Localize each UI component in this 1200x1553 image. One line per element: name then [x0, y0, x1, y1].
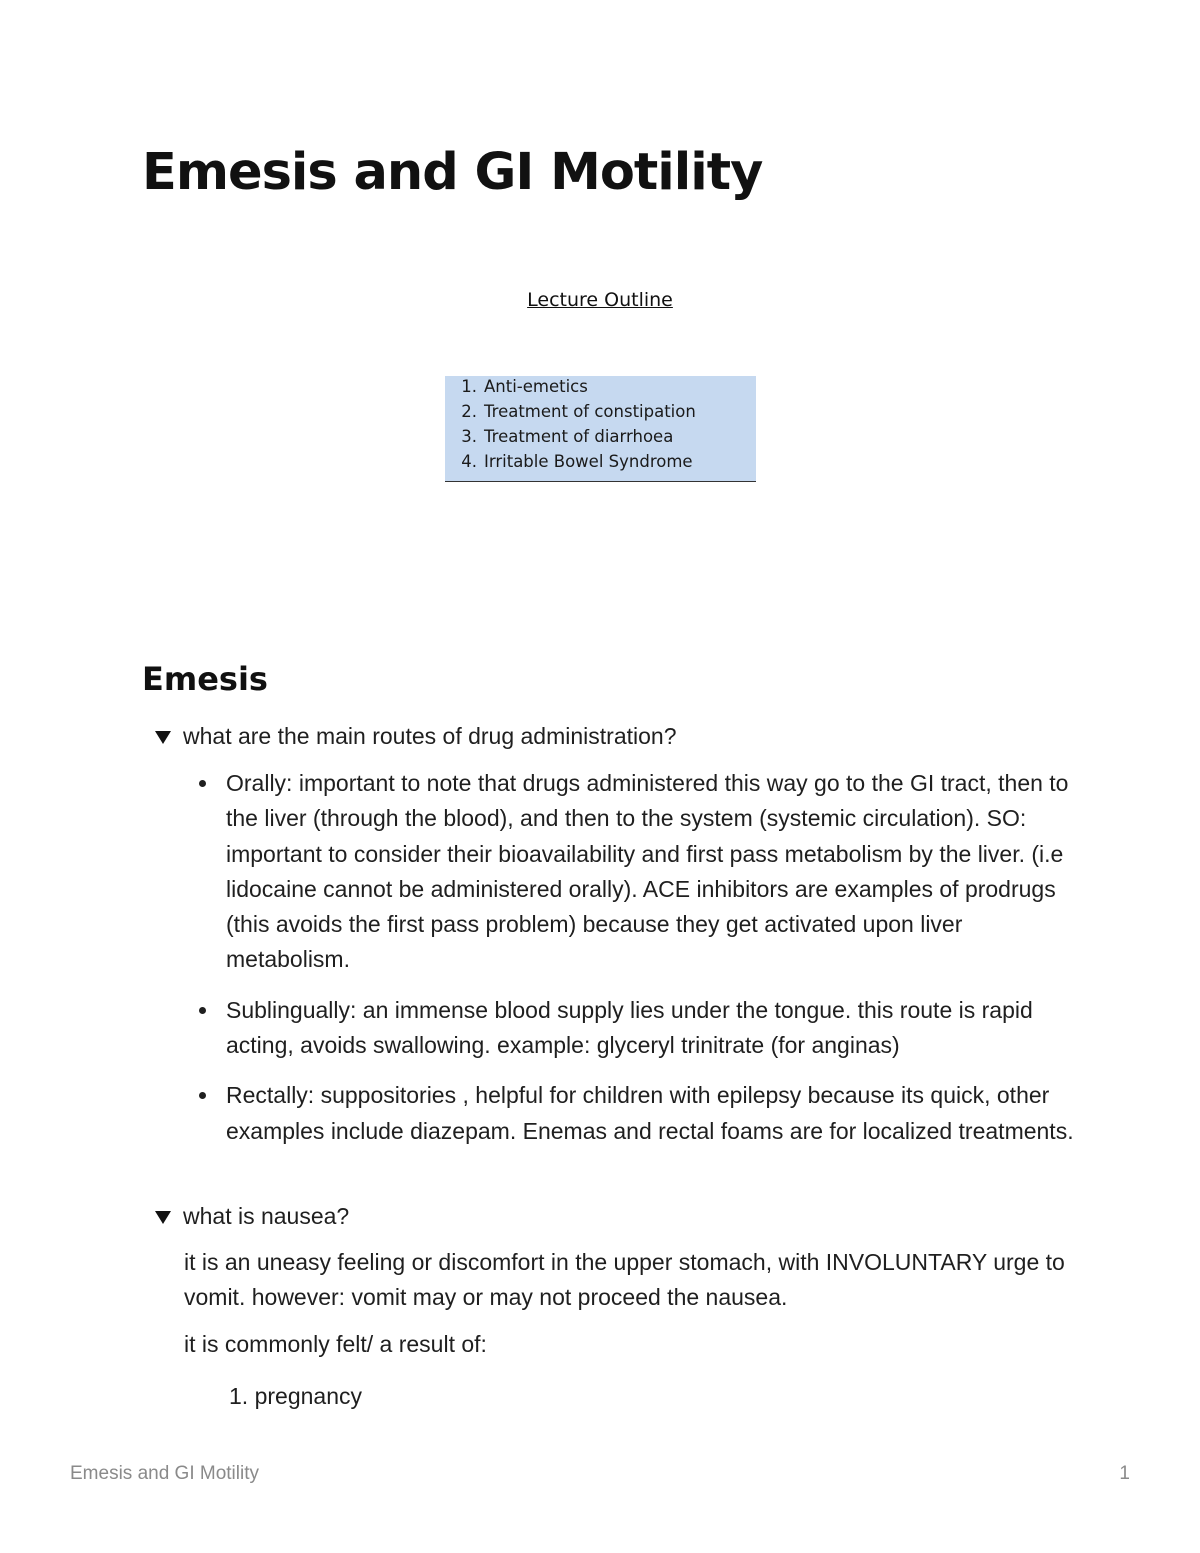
outline-item	[445, 426, 756, 451]
footer-document-title: Emesis and GI Motility	[70, 1463, 259, 1484]
numbered-list-text: pregnancy	[254, 1383, 362, 1409]
page-title: Emesis and GI Motility	[142, 143, 763, 202]
bullet-text: Rectally: suppositories , helpful for children with epilepsy because its quick, other examples include diazepam. Enemas and rectal foams are for localized treatments.	[226, 1082, 1074, 1144]
bullet-text: Sublingually: an immense blood supply lies under the tongue. this route is rapid acting, avoids swallowing. example: glyceryl trinitrate (for anginas)	[226, 996, 1033, 1059]
outline-item-text: Anti-emetics	[484, 377, 588, 396]
list-item	[196, 1078, 1076, 1149]
toggle-triangle-icon[interactable]	[155, 731, 171, 744]
nausea-definition-paragraph: it is an uneasy feeling or discomfort in the upper stomach, with INVOLUNTARY urge to vomit. however: vomit may or may not proceed the nausea.	[184, 1249, 1065, 1311]
routes-bullet-list	[196, 766, 1076, 1164]
outline-item-number: 3.	[461, 427, 477, 446]
bullet-dot-icon	[199, 1007, 206, 1014]
outline-item-text: Irritable Bowel Syndrome	[484, 452, 693, 471]
lecture-outline-heading: Lecture Outline	[527, 289, 673, 311]
footer-page-number: 1	[1119, 1463, 1130, 1484]
outline-item-number: 4.	[461, 452, 477, 471]
outline-item-number: 2.	[461, 402, 477, 421]
toggle-question: what is nausea?	[183, 1203, 350, 1229]
toggle-triangle-icon[interactable]	[155, 1211, 171, 1224]
toggle-routes-of-administration[interactable]	[155, 719, 677, 753]
outline-item-text: Treatment of constipation	[484, 402, 696, 421]
list-item	[196, 766, 1076, 978]
outline-item-text: Treatment of diarrhoea	[484, 427, 674, 446]
numbered-list-number: 1.	[229, 1383, 249, 1409]
section-heading-emesis: Emesis	[142, 660, 268, 698]
outline-item	[445, 376, 756, 401]
bullet-text: Orally: important to note that drugs administered this way go to the GI tract, then to the liver (through the blood), and then to the system (systemic circulation). SO: important to consider their bioavailability and first pass metabolism by the liver. (i.e lidocaine cannot be administered orally). ACE inhibitors are examples of prodrugs (this avoids the first pass problem) because they get activated upon liver metabolism.	[226, 770, 1069, 973]
outline-item	[445, 451, 756, 476]
bullet-dot-icon	[199, 780, 206, 787]
outline-item-number: 1.	[461, 377, 477, 396]
bullet-dot-icon	[199, 1092, 206, 1099]
lecture-outline-box	[445, 376, 756, 482]
outline-item	[445, 401, 756, 426]
nausea-causes-intro: it is commonly felt/ a result of:	[184, 1331, 487, 1357]
numbered-list-item	[229, 1379, 362, 1413]
list-item	[196, 993, 1076, 1064]
toggle-question: what are the main routes of drug administration?	[183, 723, 677, 749]
toggle-what-is-nausea[interactable]	[155, 1199, 349, 1233]
